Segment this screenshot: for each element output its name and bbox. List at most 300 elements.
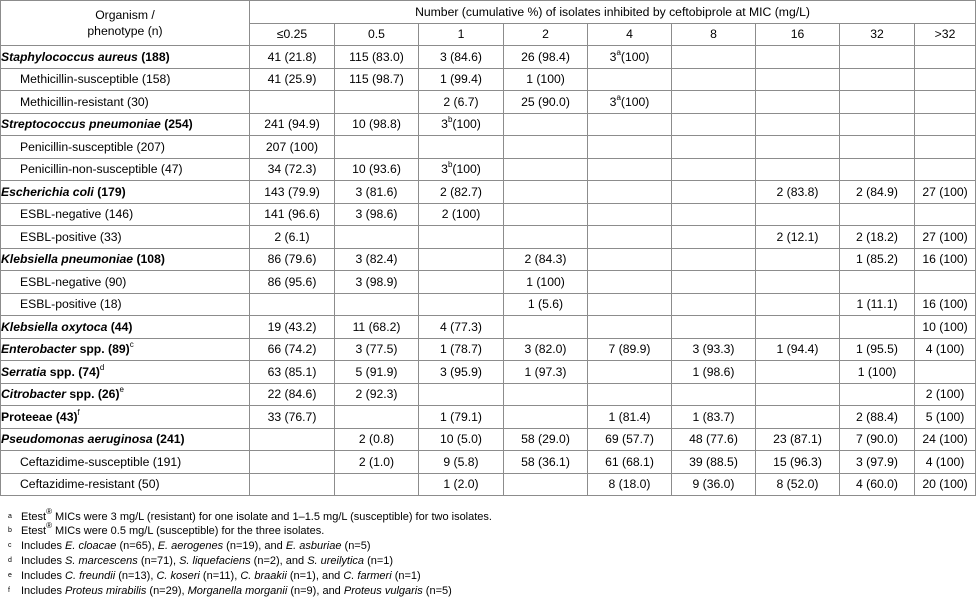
- mic-value-cell: 23 (87.1): [756, 428, 840, 451]
- phenotype-row: [1, 68, 976, 91]
- mic-value-cell: [840, 383, 915, 406]
- mic-value-cell: [504, 136, 588, 159]
- mic-value-cell: 15 (96.3): [756, 451, 840, 474]
- footnote-mark: b: [8, 527, 12, 534]
- mic-value-cell: [504, 158, 588, 181]
- mic-value-cell: 7 (89.9): [588, 338, 672, 361]
- mic-value-cell: 86 (95.6): [250, 271, 335, 294]
- phenotype-row: [1, 293, 976, 316]
- mic-value-cell: 11 (68.2): [335, 316, 419, 339]
- footnote-text: C. farmeri: [343, 570, 392, 582]
- footnote-marker: d: [99, 362, 105, 372]
- footnote-text: ®: [46, 521, 52, 531]
- footnote-text: (n=1): [364, 555, 394, 567]
- mic-value-cell: [756, 158, 840, 181]
- footnote-text: MICs were 3 mg/L (resistant) for one isolate and 1–1.5 mg/L (susceptible) for two isolates.: [51, 511, 492, 523]
- footnote-text: (n=1), and: [286, 570, 344, 582]
- organism-header-line1: Organism /: [95, 8, 155, 22]
- phenotype-row: [1, 158, 976, 181]
- mic-value-cell: 1 (81.4): [588, 406, 672, 429]
- mic-value-cell: [756, 91, 840, 114]
- mic-value-cell: [419, 226, 504, 249]
- footnote-text: (n=71),: [137, 555, 180, 567]
- footnote-line: [8, 521, 325, 538]
- mic-column-header: 8: [672, 23, 756, 46]
- footnote-text: (n=19), and: [223, 540, 286, 552]
- mic-value-cell: [588, 158, 672, 181]
- mic-value-cell: [840, 158, 915, 181]
- mic-value-cell: 1 (11.1): [840, 293, 915, 316]
- organism-row: [1, 248, 976, 271]
- footnote-text: (n=11),: [199, 570, 241, 582]
- mic-value-cell: 1 (5.6): [504, 293, 588, 316]
- mic-value: (100): [452, 162, 481, 177]
- mic-column-header: 1: [419, 23, 504, 46]
- mic-value-cell: 9 (36.0): [672, 473, 756, 496]
- mic-value-cell: [756, 293, 840, 316]
- footnote-marker: e: [119, 385, 124, 395]
- mic-value-cell: 86 (79.6): [250, 248, 335, 271]
- organism-count: (254): [160, 117, 193, 132]
- mic-value-cell: 20 (100): [915, 473, 976, 496]
- mic-value-cell: [840, 91, 915, 114]
- organism-count: Proteeae (43): [1, 409, 78, 424]
- mic-value-cell: 1 (79.1): [419, 406, 504, 429]
- mic-value-cell: 41 (25.9): [250, 68, 335, 91]
- mic-value-cell: [915, 68, 976, 91]
- phenotype-name: Ceftazidime-resistant (50): [20, 477, 160, 492]
- footnote-marker: c: [129, 340, 134, 350]
- footnote-text: (n=13),: [115, 570, 157, 582]
- organism-name-cell: [1, 428, 250, 451]
- footnote-marker: a: [616, 92, 621, 102]
- mic-value-cell: [915, 271, 976, 294]
- phenotype-row: [1, 91, 976, 114]
- mic-value-cell: 27 (100): [915, 181, 976, 204]
- organism-name-cell: [1, 473, 250, 496]
- mic-value-cell: [756, 68, 840, 91]
- footnote-marker: b: [447, 160, 453, 170]
- organism-row: [1, 361, 976, 384]
- mic-value-cell: 3 (77.5): [335, 338, 419, 361]
- mic-value-cell: 2 (100): [419, 203, 504, 226]
- organism-species-name: Staphylococcus aureus: [1, 49, 138, 64]
- footnote-text: Includes: [21, 585, 66, 597]
- footnote-text: E. asburiae: [285, 540, 342, 552]
- mic-value-cell: 26 (98.4): [504, 46, 588, 69]
- mic-value-cell: [335, 91, 419, 114]
- organism-name-cell: [1, 136, 250, 159]
- mic-value-cell: [672, 248, 756, 271]
- mic-value: (100): [620, 94, 650, 109]
- mic-value-cell: 63 (85.1): [250, 361, 335, 384]
- mic-value-cell: [504, 316, 588, 339]
- mic-title-header: Number (cumulative %) of isolates inhibited by ceftobiprole at MIC (mg/L): [250, 1, 976, 24]
- mic-value-cell: [588, 181, 672, 204]
- organism-species-name: Klebsiella pneumoniae: [1, 252, 134, 267]
- footnote-text: C. braakii: [240, 570, 287, 582]
- mic-value-cell: 69 (57.7): [588, 428, 672, 451]
- mic-value-cell: 2 (18.2): [840, 226, 915, 249]
- mic-value-cell: 3 (93.3): [672, 338, 756, 361]
- mic-value-cell: [504, 181, 588, 204]
- organism-species-name: Serratia: [1, 364, 47, 379]
- organism-species-name: Enterobacter: [1, 342, 77, 357]
- mic-value-cell: 1 (78.7): [419, 338, 504, 361]
- organism-name-cell: [1, 203, 250, 226]
- mic-value-cell: 2 (83.8): [756, 181, 840, 204]
- mic-value-cell: [588, 203, 672, 226]
- mic-value-cell: [419, 158, 504, 181]
- mic-value-cell: [756, 383, 840, 406]
- mic-value-cell: [419, 136, 504, 159]
- organism-species-name: Klebsiella oxytoca: [1, 319, 108, 334]
- organism-count: spp. (74): [46, 364, 100, 379]
- footnote-mark: e: [8, 572, 12, 579]
- footnote-marker: f: [77, 407, 80, 417]
- mic-value-cell: [588, 383, 672, 406]
- mic-value-cell: 10 (5.0): [419, 428, 504, 451]
- organism-column-header: [1, 1, 250, 46]
- mic-value-cell: [672, 293, 756, 316]
- organism-row: [1, 181, 976, 204]
- mic-value-cell: [504, 473, 588, 496]
- mic-value-cell: [419, 383, 504, 406]
- mic-value-cell: 61 (68.1): [588, 451, 672, 474]
- footnote-text: S. liquefaciens: [179, 555, 251, 567]
- mic-value-cell: 4 (100): [915, 451, 976, 474]
- mic-value-cell: 19 (43.2): [250, 316, 335, 339]
- organism-name-cell: [1, 113, 250, 136]
- mic-value-cell: [672, 316, 756, 339]
- organism-count: spp. (26): [66, 387, 120, 402]
- mic-value-cell: 1 (97.3): [504, 361, 588, 384]
- mic-value-cell: [588, 248, 672, 271]
- mic-value-cell: 9 (5.8): [419, 451, 504, 474]
- mic-column-header: ≤0.25: [250, 23, 335, 46]
- mic-value-cell: 34 (72.3): [250, 158, 335, 181]
- mic-column-header: 4: [588, 23, 672, 46]
- mic-value-cell: [756, 113, 840, 136]
- organism-row: [1, 338, 976, 361]
- organism-count: (188): [137, 49, 170, 64]
- mic-value: 3: [609, 49, 617, 64]
- mic-value-cell: [840, 113, 915, 136]
- mic-value-cell: [672, 46, 756, 69]
- mic-value-cell: 2 (88.4): [840, 406, 915, 429]
- mic-value-cell: [588, 361, 672, 384]
- mic-column-header: 16: [756, 23, 840, 46]
- mic-value-cell: [250, 91, 335, 114]
- phenotype-name: Penicillin-non-susceptible (47): [20, 162, 183, 177]
- mic-value-cell: 3 (98.9): [335, 271, 419, 294]
- footnote-text: ®: [46, 507, 52, 517]
- mic-value-cell: [250, 473, 335, 496]
- mic-value-cell: [672, 136, 756, 159]
- mic-value-cell: 33 (76.7): [250, 406, 335, 429]
- mic-value-cell: [588, 271, 672, 294]
- mic-value-cell: 4 (60.0): [840, 473, 915, 496]
- footnote-line: [8, 540, 371, 553]
- organism-name-cell: [1, 316, 250, 339]
- mic-value-cell: 3 (98.6): [335, 203, 419, 226]
- mic-value-cell: [915, 158, 976, 181]
- mic-value-cell: [840, 136, 915, 159]
- phenotype-row: [1, 271, 976, 294]
- phenotype-name: ESBL-negative (146): [20, 207, 134, 222]
- organism-name-cell: [1, 91, 250, 114]
- mic-value-cell: [915, 361, 976, 384]
- mic-value-cell: 1 (85.2): [840, 248, 915, 271]
- footnote-text: Includes: [21, 555, 66, 567]
- phenotype-name: ESBL-positive (33): [20, 229, 122, 244]
- mic-value-cell: 10 (100): [915, 316, 976, 339]
- mic-value-cell: [588, 226, 672, 249]
- mic-value-cell: [672, 68, 756, 91]
- mic-value-cell: 25 (90.0): [504, 91, 588, 114]
- mic-value-cell: [840, 316, 915, 339]
- footnote-text: Etest: [21, 511, 47, 523]
- mic-value-cell: 58 (29.0): [504, 428, 588, 451]
- footnote-text: Etest: [21, 525, 47, 537]
- mic-value-cell: 3 (82.4): [335, 248, 419, 271]
- mic-value-cell: [419, 271, 504, 294]
- mic-column-header: 2: [504, 23, 588, 46]
- table-body: [1, 46, 976, 496]
- footnote-mark: c: [8, 542, 12, 549]
- organism-row: [1, 428, 976, 451]
- organism-row: [1, 46, 976, 69]
- footnote-mark: d: [8, 557, 12, 564]
- mic-value-cell: 2 (1.0): [335, 451, 419, 474]
- footnote-mark: f: [8, 587, 10, 594]
- mic-value-cell: [250, 428, 335, 451]
- mic-value-cell: 1 (2.0): [419, 473, 504, 496]
- footnote-text: Morganella morganii: [187, 585, 288, 597]
- mic-value-cell: [588, 113, 672, 136]
- organism-row: [1, 383, 976, 406]
- mic-value-cell: [419, 113, 504, 136]
- mic-column-header: 32: [840, 23, 915, 46]
- mic-value-cell: [335, 293, 419, 316]
- organism-name-cell: [1, 293, 250, 316]
- mic-value-cell: [588, 316, 672, 339]
- mic-value-cell: [588, 293, 672, 316]
- organism-species-name: Citrobacter: [1, 387, 67, 402]
- mic-value-cell: 4 (100): [915, 338, 976, 361]
- phenotype-name: Ceftazidime-susceptible (191): [20, 454, 182, 469]
- mic-value-cell: 115 (83.0): [335, 46, 419, 69]
- mic-value-cell: [915, 113, 976, 136]
- mic-value-cell: 58 (36.1): [504, 451, 588, 474]
- organism-name-cell: [1, 338, 250, 361]
- footnote-text: (n=1): [391, 570, 421, 582]
- mic-value: 3: [441, 117, 448, 132]
- organism-count: (108): [133, 252, 165, 267]
- mic-value-cell: [672, 91, 756, 114]
- mic-value-cell: 16 (100): [915, 293, 976, 316]
- footnote-text: MICs were 0.5 mg/L (susceptible) for the three isolates.: [51, 525, 325, 537]
- phenotype-name: Penicillin-susceptible (207): [20, 139, 165, 154]
- mic-value-cell: [672, 226, 756, 249]
- mic-value-cell: 1 (100): [504, 68, 588, 91]
- mic-value-cell: 3 (97.9): [840, 451, 915, 474]
- mic-value-cell: [588, 46, 672, 69]
- mic-value-cell: 3 (95.9): [419, 361, 504, 384]
- organism-name-cell: [1, 383, 250, 406]
- footnote-line: [8, 555, 393, 568]
- footnote-text: (n=5): [422, 585, 452, 597]
- phenotype-name: Methicillin-susceptible (158): [20, 72, 171, 87]
- organism-name-cell: [1, 226, 250, 249]
- footnote-text: C. koseri: [156, 570, 200, 582]
- organism-name-cell: [1, 68, 250, 91]
- phenotype-name: ESBL-positive (18): [20, 297, 122, 312]
- organism-name-cell: [1, 158, 250, 181]
- footnote-text: Proteus mirabilis: [65, 585, 147, 597]
- footnote-text: C. freundii: [65, 570, 116, 582]
- mic-value-cell: [588, 91, 672, 114]
- mic-value-cell: [335, 473, 419, 496]
- organism-row: [1, 406, 976, 429]
- mic-value-cell: [250, 451, 335, 474]
- mic-value: 3: [441, 162, 448, 177]
- mic-value-cell: [756, 203, 840, 226]
- mic-value-cell: 1 (98.6): [672, 361, 756, 384]
- organism-species-name: Streptococcus pneumoniae: [1, 117, 161, 132]
- mic-value-cell: [915, 91, 976, 114]
- mic-value-cell: 1 (100): [504, 271, 588, 294]
- mic-value-cell: 10 (98.8): [335, 113, 419, 136]
- mic-value-cell: 2 (84.3): [504, 248, 588, 271]
- organism-header-line2: phenotype (n): [87, 24, 163, 38]
- mic-value-cell: 5 (91.9): [335, 361, 419, 384]
- footnote-text: Includes: [21, 540, 66, 552]
- mic-value-cell: 143 (79.9): [250, 181, 335, 204]
- mic-value-cell: 1 (94.4): [756, 338, 840, 361]
- footnote-line: [8, 507, 492, 524]
- mic-value-cell: [588, 68, 672, 91]
- mic-value-cell: [504, 383, 588, 406]
- mic-value-cell: 2 (92.3): [335, 383, 419, 406]
- mic-value-cell: 115 (98.7): [335, 68, 419, 91]
- footnote-text: S. marcescens: [65, 555, 138, 567]
- mic-value-cell: [504, 406, 588, 429]
- footnote-marker: a: [616, 47, 621, 57]
- organism-species-name: Pseudomonas aeruginosa: [1, 432, 153, 447]
- mic-value-cell: 2 (0.8): [335, 428, 419, 451]
- mic-value-cell: 241 (94.9): [250, 113, 335, 136]
- phenotype-row: [1, 473, 976, 496]
- mic-value: 3: [609, 94, 617, 109]
- phenotype-name: Methicillin-resistant (30): [20, 94, 149, 109]
- mic-value-cell: [504, 113, 588, 136]
- table-header: [1, 1, 976, 46]
- mic-value-cell: 2 (6.7): [419, 91, 504, 114]
- mic-value-cell: 3 (84.6): [419, 46, 504, 69]
- mic-value-cell: [335, 226, 419, 249]
- mic-value-cell: 27 (100): [915, 226, 976, 249]
- footnote-text: E. aerogenes: [157, 540, 224, 552]
- mic-value-cell: [756, 248, 840, 271]
- mic-column-header: 0.5: [335, 23, 419, 46]
- mic-value-cell: [756, 271, 840, 294]
- mic-value-cell: [672, 113, 756, 136]
- organism-row: [1, 316, 976, 339]
- mic-value-cell: [915, 136, 976, 159]
- organism-row: [1, 113, 976, 136]
- mic-value-cell: [672, 158, 756, 181]
- mic-value-cell: [335, 136, 419, 159]
- footnote-text: (n=65),: [116, 540, 158, 552]
- mic-value-cell: [840, 203, 915, 226]
- organism-name-cell: [1, 181, 250, 204]
- mic-value-cell: [840, 271, 915, 294]
- mic-value-cell: 39 (88.5): [672, 451, 756, 474]
- mic-value-cell: [419, 293, 504, 316]
- mic-value: (100): [620, 49, 650, 64]
- mic-value-cell: 1 (95.5): [840, 338, 915, 361]
- mic-value-cell: [756, 361, 840, 384]
- mic-value-cell: 8 (18.0): [588, 473, 672, 496]
- phenotype-row: [1, 203, 976, 226]
- mic-value-cell: 1 (100): [840, 361, 915, 384]
- organism-name-cell: [1, 271, 250, 294]
- phenotype-name: ESBL-negative (90): [20, 274, 127, 289]
- mic-value-cell: 1 (99.4): [419, 68, 504, 91]
- mic-value-cell: [335, 406, 419, 429]
- footnote-text: (n=2), and: [250, 555, 308, 567]
- phenotype-row: [1, 226, 976, 249]
- mic-value-cell: 4 (77.3): [419, 316, 504, 339]
- mic-value-cell: 2 (84.9): [840, 181, 915, 204]
- mic-value-cell: 3 (81.6): [335, 181, 419, 204]
- mic-value-cell: 141 (96.6): [250, 203, 335, 226]
- phenotype-row: [1, 451, 976, 474]
- mic-value-cell: [672, 181, 756, 204]
- footnote-mark: a: [8, 513, 12, 520]
- organism-name-cell: [1, 248, 250, 271]
- mic-column-header: >32: [915, 23, 976, 46]
- mic-value-cell: [672, 203, 756, 226]
- mic-value-cell: [588, 136, 672, 159]
- mic-value-cell: 1 (83.7): [672, 406, 756, 429]
- footnote-text: (n=9), and: [287, 585, 344, 597]
- organism-count: (179): [93, 184, 126, 199]
- footnote-text: (n=29),: [146, 585, 188, 597]
- mic-value-cell: 48 (77.6): [672, 428, 756, 451]
- mic-value-cell: 66 (74.2): [250, 338, 335, 361]
- footnote-line: [8, 585, 452, 598]
- phenotype-row: [1, 136, 976, 159]
- mic-value-cell: 10 (93.6): [335, 158, 419, 181]
- mic-value-cell: 8 (52.0): [756, 473, 840, 496]
- mic-value-cell: [419, 248, 504, 271]
- organism-count: (241): [152, 432, 185, 447]
- footnote-text: (n=5): [341, 540, 371, 552]
- organism-species-name: Escherichia coli: [1, 184, 94, 199]
- mic-value-cell: 7 (90.0): [840, 428, 915, 451]
- footnote-line: [8, 570, 421, 583]
- mic-value-cell: 3 (82.0): [504, 338, 588, 361]
- mic-value-cell: 24 (100): [915, 428, 976, 451]
- mic-value-cell: [840, 68, 915, 91]
- mic-value-cell: 5 (100): [915, 406, 976, 429]
- footnote-text: Includes: [21, 570, 66, 582]
- mic-value-cell: 22 (84.6): [250, 383, 335, 406]
- mic-value-cell: [756, 136, 840, 159]
- mic-value-cell: [672, 271, 756, 294]
